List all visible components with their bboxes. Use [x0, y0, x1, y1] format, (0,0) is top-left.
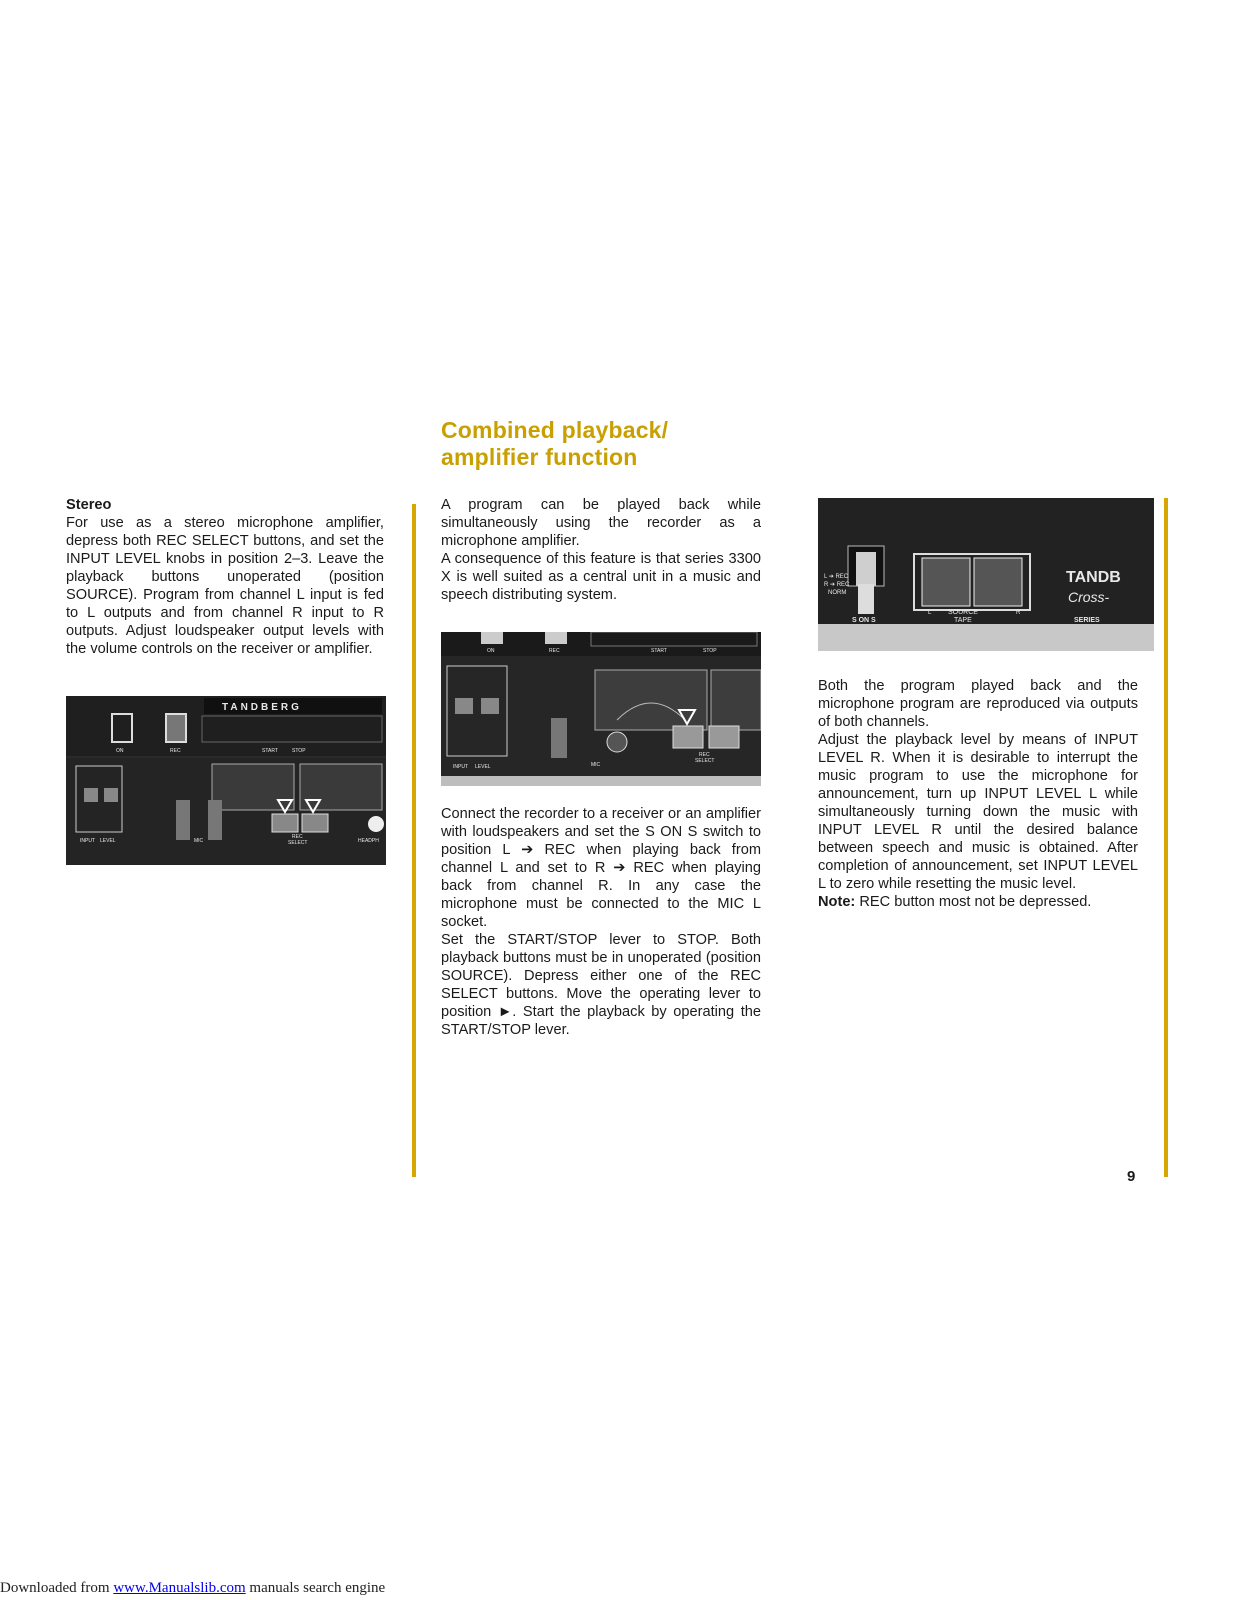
photo1-brand: TANDBERG [222, 702, 302, 713]
middle-column-top [441, 496, 761, 604]
right-column [818, 677, 1138, 911]
svg-text:L: L [928, 610, 932, 616]
svg-text:STOP: STOP [703, 648, 717, 654]
right-para-2: Adjust the playback level by means of INPUT LEVEL R. When it is desirable to interrupt the music program to use the microphone for announcement, turn up INPUT LEVEL L while simultaneously turning down the music with INPUT LEVEL R until the desired balance between speech and music is obtained. After completion of announcement, set INPUT LEVEL L to zero while resetting the music level. [818, 732, 1138, 892]
svg-text:TAPE: TAPE [954, 617, 972, 624]
svg-text:L ➔ REC: L ➔ REC [824, 574, 849, 580]
svg-text:REC: REC [699, 752, 710, 758]
footer-suffix: manuals search engine [245, 1580, 386, 1596]
mid-para-1: A program can be played back while simultaneously using the recorder as a microphone amplifier. [441, 497, 761, 549]
svg-text:SOURCE: SOURCE [948, 609, 978, 616]
photo-s-on-s-switch [818, 498, 1154, 651]
svg-text:SELECT: SELECT [695, 758, 715, 764]
photo-recorder-panel-mono [441, 632, 761, 786]
manualslib-link[interactable]: www.Manualslib.com [113, 1580, 246, 1596]
left-column [66, 496, 384, 658]
svg-text:HEADPH: HEADPH [358, 838, 379, 844]
photo3-brand: TANDB [1066, 569, 1121, 586]
note-label: Note: [818, 894, 856, 910]
svg-text:R: R [1016, 610, 1021, 616]
page-number: 9 [1127, 1168, 1136, 1185]
heading-line-1: Combined playback/ [441, 417, 669, 443]
svg-text:START: START [262, 748, 278, 754]
right-para-1: Both the program played back and the microphone program are reproduced via outputs of both channels. [818, 678, 1138, 730]
svg-text:REC: REC [549, 648, 560, 654]
section-heading [441, 417, 821, 471]
mid-para-2: A consequence of this feature is that series 3300 X is well suited as a central unit in a music and speech distributing system. [441, 551, 761, 603]
heading-line-2: amplifier function [441, 444, 638, 470]
svg-text:Cross-: Cross- [1068, 589, 1110, 605]
svg-text:NORM: NORM [828, 590, 847, 596]
middle-column-bottom [441, 805, 761, 1039]
svg-text:REC: REC [292, 834, 303, 840]
footer-prefix: Downloaded from [0, 1580, 114, 1596]
stereo-body: For use as a stereo microphone amplifier, depress both REC SELECT buttons, and set the INPUT LEVEL knobs in position 2–3. Leave the playback buttons unoperated (position SOURCE). Program from channel L input is fed to L outputs and from channel R input to R outputs. Adjust loudspeaker output levels with the volume controls on the receiver or amplifier. [66, 515, 384, 657]
photo-recorder-panel-stereo [66, 696, 386, 865]
stereo-title: Stereo [66, 497, 112, 513]
mid-para-3: Connect the recorder to a receiver or an amplifier with loudspeakers and set the S ON S switch to position L ➔ REC when playing back from channel L and set to R ➔ REC when playing back from channel R. In any case the microphone must be connected to the MIC L socket. [441, 806, 761, 930]
svg-text:R ➔ REC: R ➔ REC [824, 582, 850, 588]
note-text: REC button most not be depressed. [855, 894, 1092, 910]
svg-text:ON: ON [487, 648, 495, 654]
svg-text:LEVEL: LEVEL [100, 838, 116, 844]
svg-text:START: START [651, 648, 667, 654]
svg-text:LEVEL: LEVEL [475, 764, 491, 770]
svg-text:STOP: STOP [292, 748, 306, 754]
svg-text:INPUT: INPUT [453, 764, 468, 770]
download-footer [0, 1580, 385, 1597]
mid-para-4: Set the START/STOP lever to STOP. Both playback buttons must be in unoperated (position SOURCE). Depress either one of the REC SELECT buttons. Move the operating lever to position ►. Start the playback by operating the START/STOP lever. [441, 932, 761, 1038]
right-note [818, 893, 1138, 911]
svg-text:REC: REC [170, 748, 181, 754]
svg-text:MIC: MIC [591, 762, 601, 768]
svg-text:INPUT: INPUT [80, 838, 95, 844]
vertical-rule-right [1164, 498, 1168, 1177]
svg-text:SELECT: SELECT [288, 840, 308, 846]
svg-text:SERIES: SERIES [1074, 617, 1100, 624]
svg-text:MIC: MIC [194, 838, 204, 844]
svg-text:ON: ON [116, 748, 124, 754]
svg-text:S ON S: S ON S [852, 617, 876, 624]
vertical-rule-left [412, 504, 416, 1177]
